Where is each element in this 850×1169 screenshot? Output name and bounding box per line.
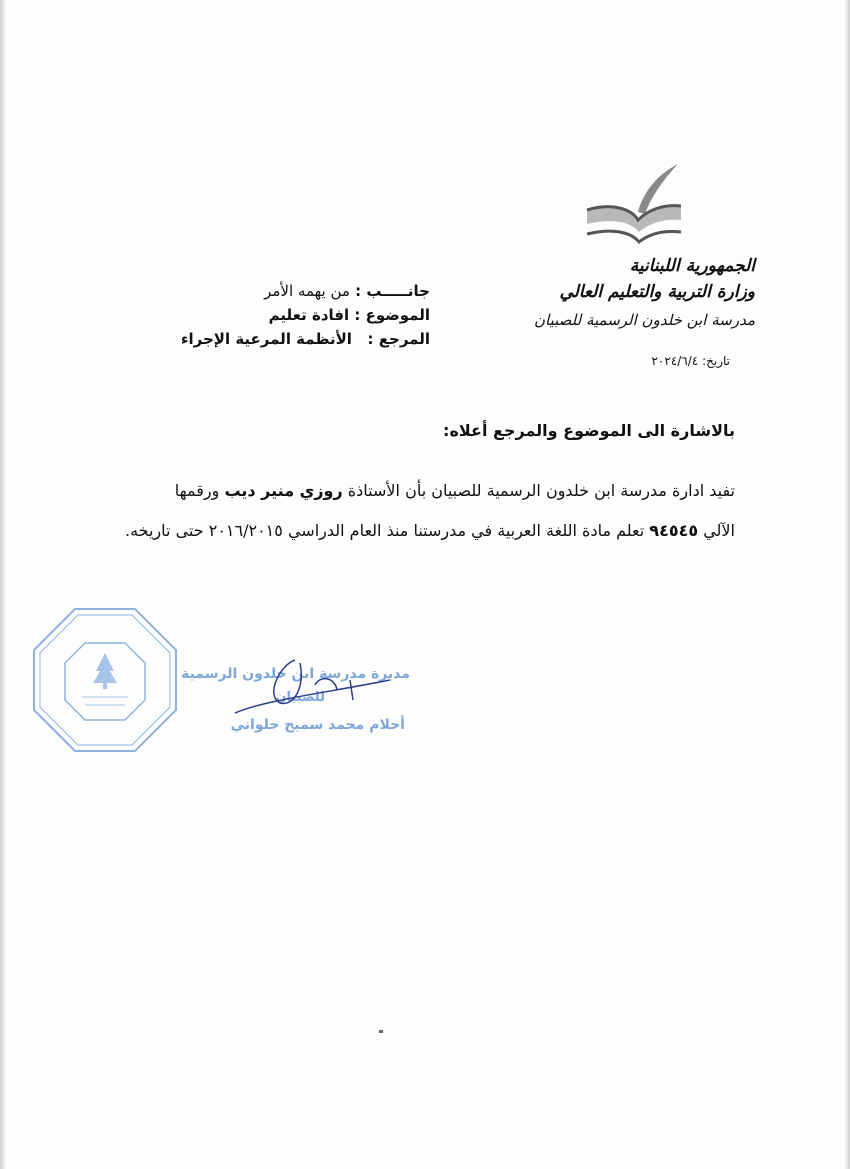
teacher-name: روزي منير ديب: [224, 481, 343, 500]
salutation: بالاشارة الى الموضوع والمرجع أعلاه:: [443, 421, 735, 440]
body-text: تفيد ادارة مدرسة ابن خلدون الرسمية للصبيان بأن الأستاذة: [342, 481, 735, 500]
signature-title: مديرة مدرسة ابن خلدون الرسمية: [181, 666, 410, 682]
signature-name: أحلام محمد سميح حلواني: [230, 717, 405, 733]
ref-label: المرجع: [378, 330, 430, 348]
to-value: من يهمه الأمر: [264, 282, 350, 300]
body-text: تعلم مادة اللغة العربية في مدرستنا منذ العام الدراسي ٢٠١٦/٢٠١٥ حتى تاريخه.: [124, 521, 650, 540]
ministry-logo-icon: [583, 162, 683, 247]
date-line: [651, 354, 730, 368]
body-text: ورقمها: [174, 481, 225, 500]
subject-label: الموضوع: [365, 306, 430, 324]
header-school: مدرسة ابن خلدون الرسمية للصبيان: [534, 311, 755, 329]
to-label: جانـــــب: [366, 282, 430, 300]
ref-value: الأنظمة المرعية الإجراء: [180, 330, 352, 348]
handwritten-signature-icon: [225, 655, 395, 715]
reference-ref: المرجع : الأنظمة المرعية الإجراء: [180, 330, 430, 348]
body-line-2: [125, 521, 735, 540]
teacher-number: ٩٤٥٤٥: [649, 521, 699, 540]
official-stamp-icon: [30, 605, 180, 755]
reference-subject: الموضوع : افادة تعليم: [268, 306, 430, 324]
scan-mark: [379, 1030, 383, 1033]
reference-to: جانـــــب : من يهمه الأمر: [264, 282, 430, 300]
header-republic: الجمهورية اللبنانية: [629, 256, 755, 276]
header-ministry: وزارة التربية والتعليم العالي: [559, 282, 755, 302]
signature-title-2: للصبيان: [275, 690, 325, 705]
body-line-1: [175, 481, 735, 500]
date-value: ٢٠٢٤/٦/٤: [651, 354, 699, 368]
date-label: تاريخ:: [702, 354, 730, 368]
subject-value: افادة تعليم: [268, 306, 350, 324]
body-text: الآلي: [698, 521, 735, 540]
